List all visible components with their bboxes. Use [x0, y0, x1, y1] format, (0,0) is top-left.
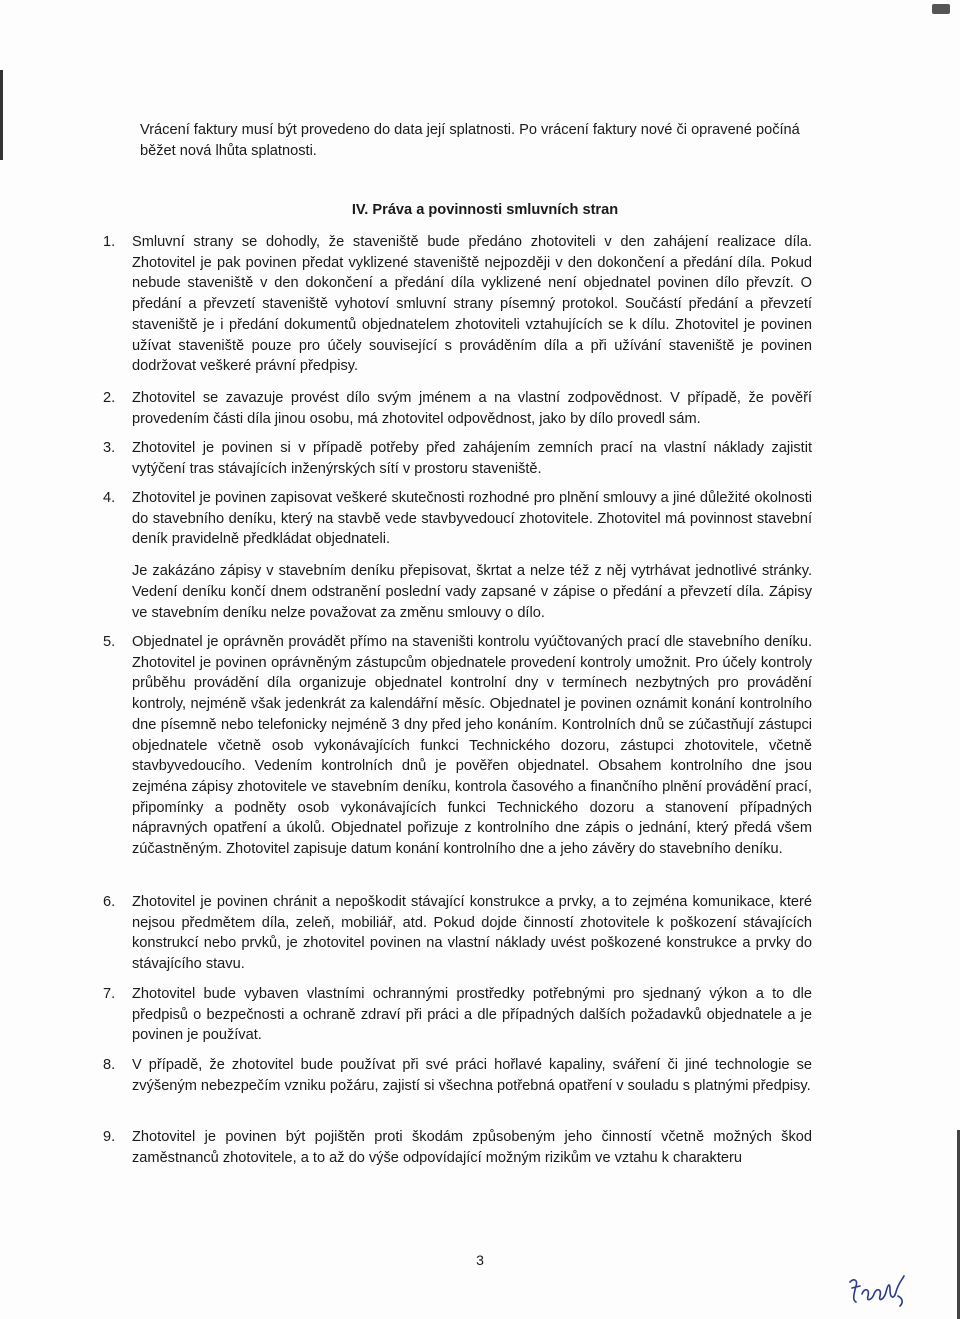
item-number: 2.	[103, 390, 116, 406]
list-item	[132, 488, 812, 623]
section-title: IV. Práva a povinnosti smluvních stran	[351, 202, 619, 218]
item-paragraph: Je zakázáno zápisy v stavebním deníku přepisovat, škrtat a nelze též z něj vytrhávat jednotlivé stránky. Vedení deníku končí dnem odstranění poslední vady zapsané v zápise o předání a převzetí díla. Zápisy ve stavebním deníku nelze považovat za změnu smlouvy o dílo.	[132, 563, 812, 621]
intro-paragraph: Vrácení faktury musí být provedeno do data její splatnosti. Po vrácení faktury nové či opravené počíná běžet nová lhůta splatnosti.	[140, 122, 800, 159]
item-paragraph: V případě, že zhotovitel bude používat při své práci hořlavé kapaliny, sváření či jiné technologie se zvýšeným nebezpečím vzniku požáru, zajistí si všechna potřebná opatření v souladu s platnými předpisy.	[132, 1057, 812, 1094]
scan-edge-mark	[0, 70, 3, 160]
list-item	[132, 892, 812, 975]
item-number: 8.	[103, 1057, 116, 1073]
list-item	[132, 984, 812, 1046]
item-paragraph: Smluvní strany se dohodly, že staveniště bude předáno zhotoviteli v den zahájení realizace díla. Zhotovitel je pak povinen předat vyklizené staveniště nejpozději v den dokončení a předání díla. Pokud nebude staveniště v den dokončení a předání díla vyklizené není objednatel povinen dílo převzít. O předání a převzetí staveniště vyhotoví smluvní strany písemný protokol. Součástí předání a převzetí staveniště je i předání dokumentů objednatelem zhotoviteli vztahujících se k dílu. Zhotovitel je povinen užívat staveniště pouze pro účely související s prováděním díla a při užívání staveniště je povinen dodržovat veškeré právní předpisy.	[132, 234, 812, 375]
item-paragraph: Zhotovitel je povinen zapisovat veškeré skutečnosti rozhodné pro plnění smlouvy a jiné důležité okolnosti do stavebního deníku, který na stavbě vede stavbyvedoucí zhotovitele. Zhotovitel má povinnost stavební deník pravidelně předkládat objednateli.	[132, 490, 812, 548]
item-paragraph: Zhotovitel se zavazuje provést dílo svým jménem a na vlastní zodpovědnost. V případě, že pověří provedením části díla jinou osobu, má zhotovitel odpovědnost, jako by dílo provedl sám.	[132, 390, 812, 427]
item-paragraph: Zhotovitel je povinen si v případě potřeby před zahájením zemních prací na vlastní náklady zajistit vytýčení tras stávajících inženýrských sítí v prostoru staveniště.	[132, 440, 812, 477]
item-paragraph: Objednatel je oprávněn provádět přímo na staveništi kontrolu vyúčtovaných prací dle stavebního deníku. Zhotovitel je povinen oprávněným zástupcům objednatele provedení kontroly umožnit. Pro účely kontroly průběhu provádění díla organizuje objednatel kontrolní dny v termínech nezbytných pro provádění kontroly, nejméně však jedenkrát za kalendářní měsíc. Objednatel je povinen oznámit konání kontrolního dne písemně nebo telefonicky nejméně 3 dny před jeho konáním. Kontrolních dnů se zúčastňují zástupci objednatele včetně osob vykonávajících funkci Technického dozoru, zástupci zhotovitele, včetně stavbyvedoucího. Vedením kontrolních dnů je pověřen objednatel. Obsahem kontrolního dne jsou zejména zápisy zhotovitele ve stavebním deníku, kontrola časového a finančního plnění provádění prací, připomínky a podněty osob vykonávajících funkci Technického dozoru a stanovení případných nápravných opatření a úkolů. Objednatel pořizuje z kontrolního dne zápis o jednání, který předá všem zúčastněným. Zhotovitel zapisuje datum konání kontrolního dne a jeho závěry do stavebního deníku.	[132, 634, 812, 858]
list-item	[132, 388, 812, 429]
page-number: 3	[476, 1252, 484, 1268]
item-paragraph: Zhotovitel je povinen chránit a nepoškodit stávající konstrukce a prvky, a to zejména komunikace, které nejsou předmětem díla, zeleň, mobiliář, atd. Pokud dojde činností zhotovitele k poškození stávajících konstrukcí nebo prvků, je zhotovitel povinen na vlastní náklady uvést poškozené konstrukce a prvky do stávajícího stavu.	[132, 894, 812, 973]
list-item	[132, 632, 812, 860]
list-item	[132, 232, 812, 377]
item-number: 9.	[103, 1129, 116, 1145]
item-number: 7.	[103, 986, 116, 1002]
signature-initials	[846, 1272, 908, 1308]
list-item	[132, 1055, 812, 1096]
item-number: 1.	[103, 234, 116, 250]
item-number: 3.	[103, 440, 116, 456]
item-paragraph: Zhotovitel bude vybaven vlastními ochrannými prostředky potřebnými pro sjednaný výkon a to dle předpisů o bezpečnosti a ochraně zdraví při práci a dle případných dalších požadavků objednatele a je povinen je používat.	[132, 986, 812, 1044]
list-item	[132, 1127, 812, 1168]
scan-corner-mark	[932, 4, 950, 14]
item-number: 6.	[103, 894, 116, 910]
item-paragraph: Zhotovitel je povinen být pojištěn proti škodám způsobeným jeho činností včetně možných škod zaměstnanců zhotovitele, a to až do výše odpovídající možným rizikům ve vztahu k charakteru	[132, 1129, 812, 1166]
item-number: 5.	[103, 634, 116, 650]
item-number: 4.	[103, 490, 116, 506]
list-item	[132, 438, 812, 479]
